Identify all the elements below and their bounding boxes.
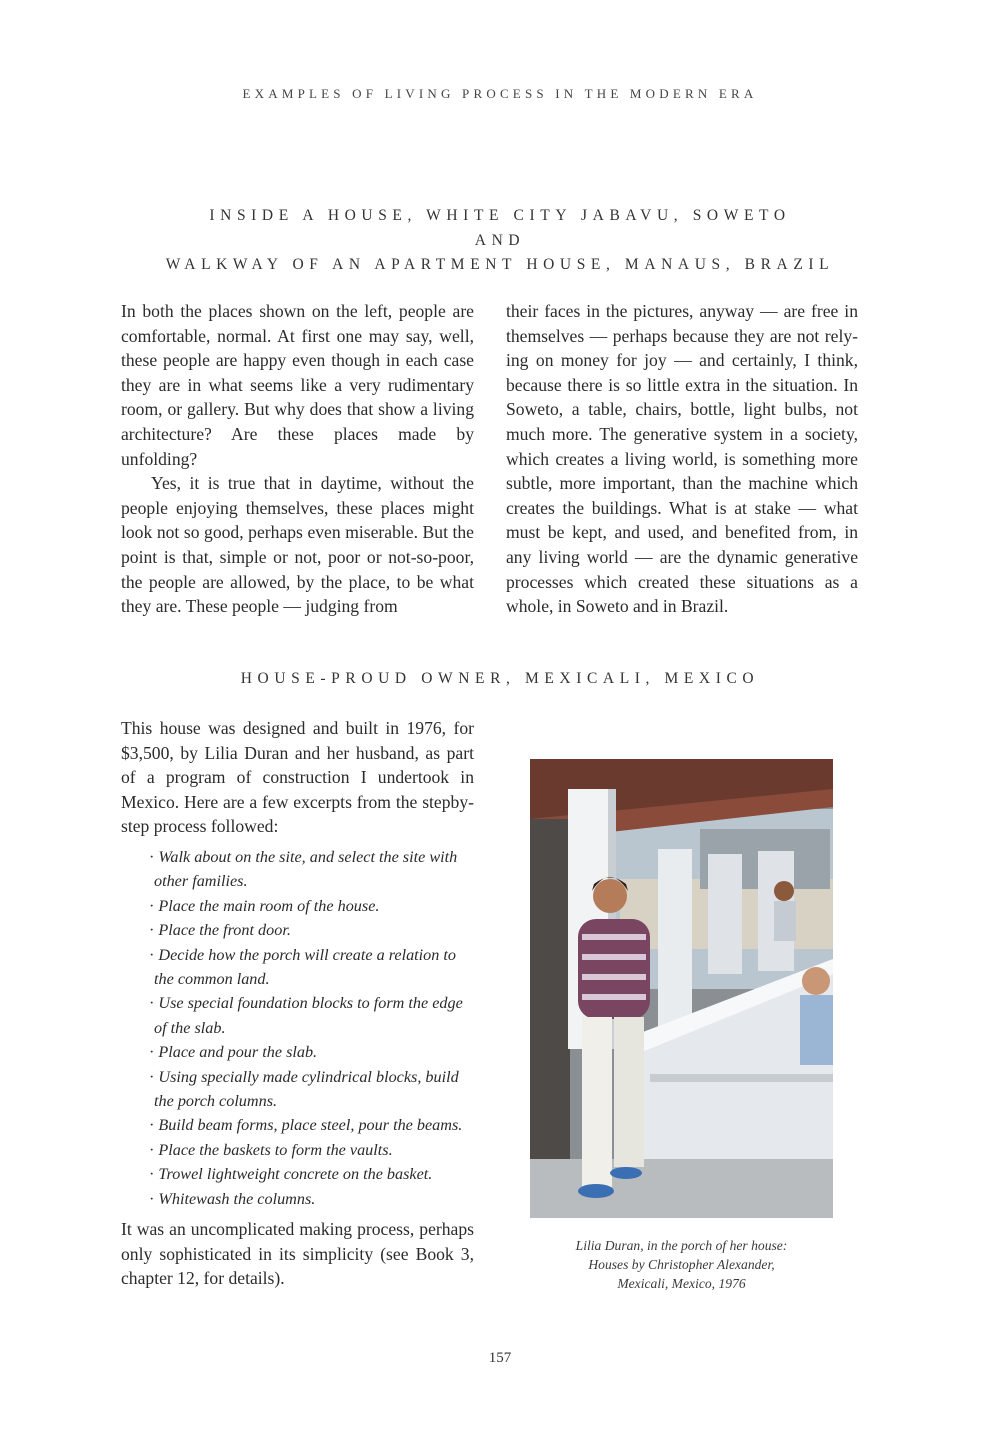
porch-photograph xyxy=(530,759,833,1218)
caption-line: Houses by Christopher Alexander, xyxy=(588,1257,775,1272)
page-number: 157 xyxy=(488,1350,512,1366)
section-heading-soweto-manaus xyxy=(100,204,900,278)
mexicali-text xyxy=(121,716,474,1291)
process-steps-list xyxy=(121,845,474,1211)
list-item: · Walk about on the site, and select the site with other families. xyxy=(149,847,458,891)
caption-line: Lilia Duran, in the porch of her house: xyxy=(575,1238,788,1253)
section-heading-line: INSIDE A HOUSE, WHITE CITY JABAVU, SOWETO xyxy=(209,207,791,224)
list-item: · Whitewash the columns. xyxy=(149,1189,316,1208)
list-item: · Use special foundation blocks to form the edge of the slab. xyxy=(149,994,463,1037)
list-item: · Place and pour the slab. xyxy=(149,1043,318,1062)
list-item: · Decide how the porch will create a relation to the common land. xyxy=(149,945,457,988)
section-heading-mexicali: HOUSE-PROUD OWNER, MEXICALI, MEXICO xyxy=(240,670,760,687)
section-heading-line: AND xyxy=(474,231,526,249)
list-item: · Place the front door. xyxy=(149,921,291,940)
paragraph: In both the places shown on the left, people are comfortable, normal. At first one may say, well, these people are happy even though in each case they are in what seems like a very rudimentary room, or gallery. But why does that show a living architecture? Are these places made by unfolding? xyxy=(121,301,474,469)
body-column-left xyxy=(121,299,474,619)
paragraph: their faces in the pictures, anyway — are free in themselves — perhaps because they are not relying on money for joy — and certainly, I think, because there is so little extra in the situation. In Soweto, a table, chairs, bottle, light bulbs, not much more. The generative system in a society, which creates a living world, is something more subtle, more important, than the machine which creates the buildings. What is at stake — what must be kept, and used, and benefited from, in any living world — are the dynamic generative processes which created these situations as a whole, in Soweto and in Brazil. xyxy=(506,301,858,617)
list-item: · Trowel lightweight concrete on the basket. xyxy=(149,1165,433,1184)
list-item: · Using specially made cylindrical blocks, build the porch columns. xyxy=(149,1067,459,1111)
paragraph: Yes, it is true that in daytime, without the people enjoying themselves, these places might look not so good, perhaps even miserable. But the point is that, simple or not, poor or not-so-poor, the people are allowed, by the place, to be what they are. These people — judging from xyxy=(121,473,474,617)
paragraph: This house was designed and built in 1976, for $3,500, by Lilia Duran and her husband, as part of a program of construction I undertook in Mexico. Here are a few excerpts from the stepby-step process followed: xyxy=(121,718,474,837)
list-item: · Place the baskets to form the vaults. xyxy=(149,1140,393,1159)
body-column-right xyxy=(506,299,858,619)
running-head: EXAMPLES OF LIVING PROCESS IN THE MODERN ERA xyxy=(242,86,758,101)
list-item: · Place the main room of the house. xyxy=(149,896,380,915)
paragraph: It was an uncomplicated making process, perhaps only sophisticated in its simplicity (see Book 3, chapter 12, for details). xyxy=(121,1219,474,1289)
photo-caption xyxy=(520,1236,843,1293)
list-item: · Build beam forms, place steel, pour the beams. xyxy=(149,1116,463,1135)
caption-line: Mexicali, Mexico, 1976 xyxy=(617,1276,746,1291)
section-heading-line: WALKWAY OF AN APARTMENT HOUSE, MANAUS, BRAZIL xyxy=(165,256,835,273)
